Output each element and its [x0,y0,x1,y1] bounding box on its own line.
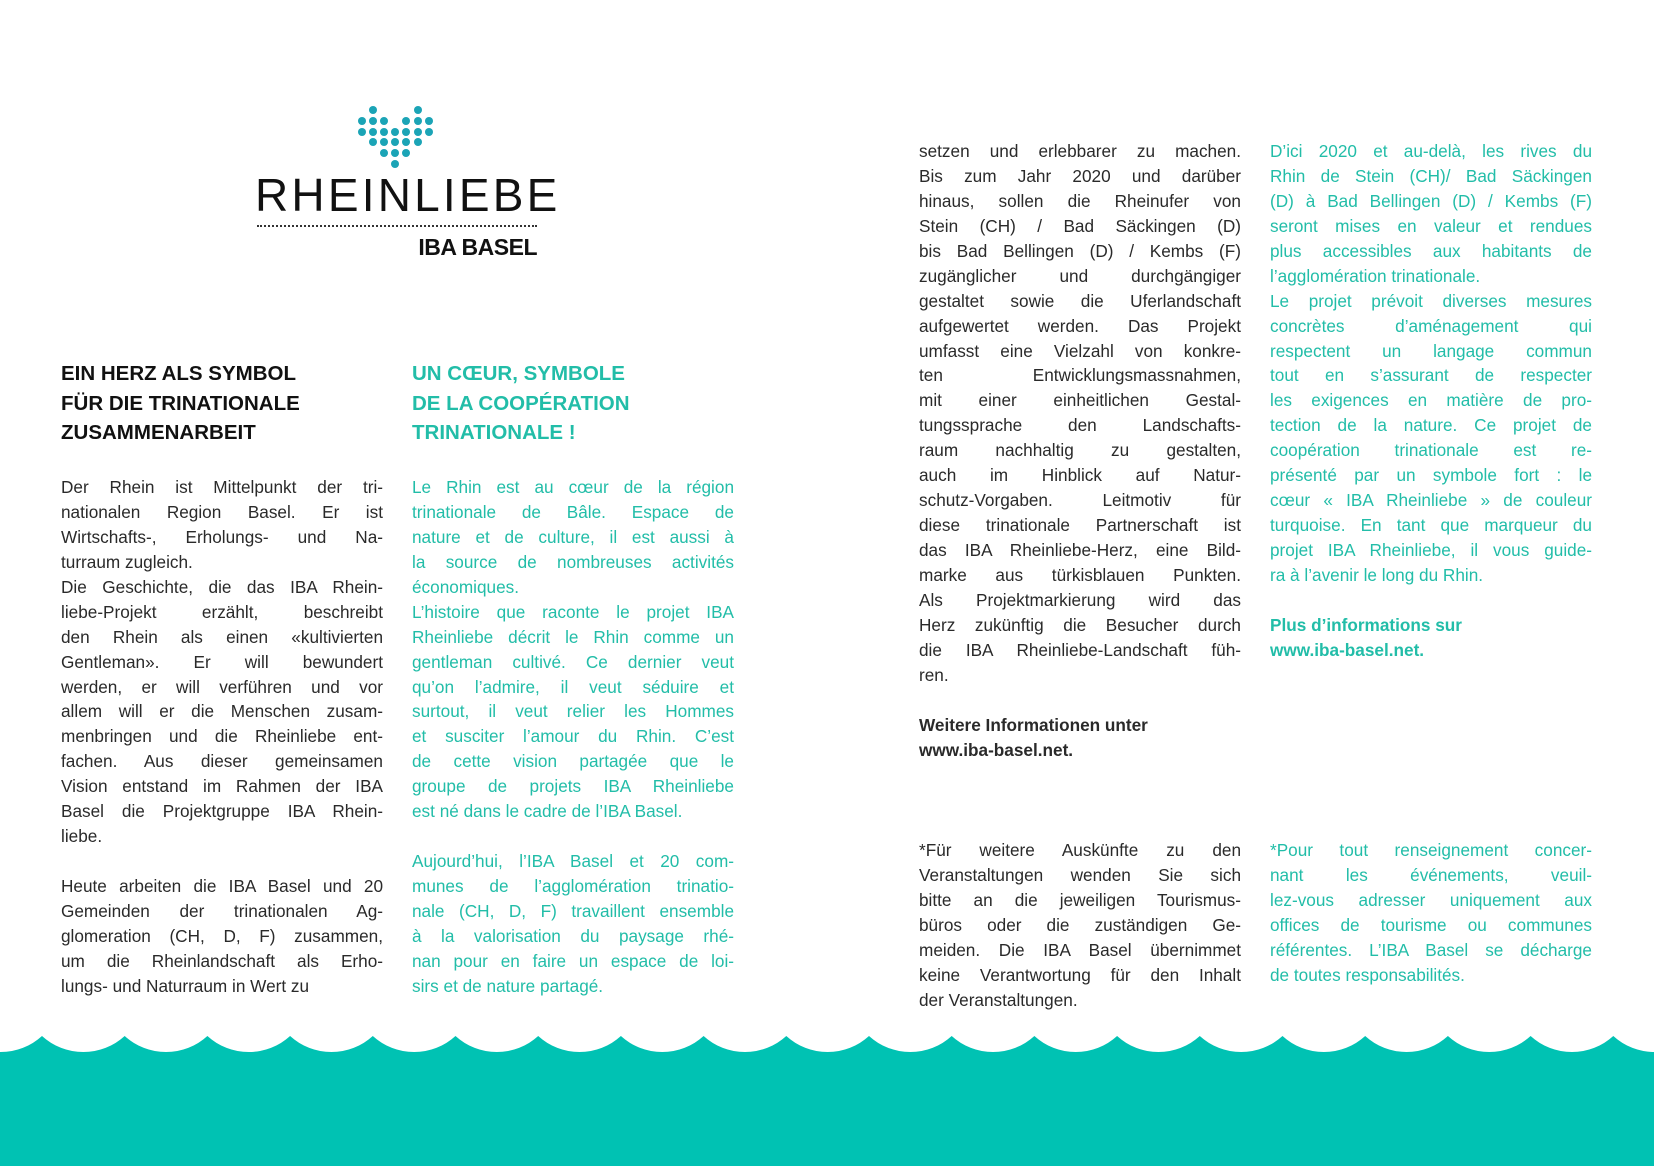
text-line: Aujourd’hui, l’IBA Basel et 20 com- [412,851,734,871]
text-line: cœur « IBA Rheinliebe » de couleur [1270,490,1592,511]
text-line: est né dans le cadre de l’IBA Basel. [412,801,683,822]
text-line: Plus d’informations sur [1270,615,1462,635]
text-line: tungssprache den Landschafts- [919,415,1241,436]
text-line: Vision entstand im Rahmen der IBA [61,776,383,797]
text-line: nationalen Region Basel. Er ist [61,501,383,522]
text-line: turquoise. En tant que marqueur du [1270,515,1592,536]
text-line: Heute arbeiten die IBA Basel und 20 [61,876,383,896]
text-line: nature et de culture, il est aussi à [412,526,734,547]
text-line: Wirtschafts-, Erholungs- und Na- [61,526,383,547]
text-line: setzen und erlebbarer zu machen. [919,141,1241,161]
text-line: www.iba-basel.net. [919,739,1074,760]
text-line: der Veranstaltungen. [919,989,1078,1010]
text-line: keine Verantwortung für den Inhalt [919,964,1241,985]
text-line: Bis zum Jahr 2020 und darüber [919,165,1241,186]
text-line: respectent un langage commun [1270,340,1592,361]
text-line: raum nachhaltig zu gestalten, [919,440,1241,461]
text-line: coopération trinationale est re- [1270,440,1592,461]
text-line: seront mises en valeur et rendues [1270,215,1592,236]
text-line: mit einer einheitlichen Gestal- [919,390,1241,411]
text-line: werden, er will verführen und vor [61,676,383,697]
text-line: trinationale de Bâle. Espace de [412,501,734,522]
text-line: Als Projektmarkierung wird das [919,589,1241,610]
text-line: qu’on l’admire, il veut séduire et [412,676,734,697]
text-line: Le Rhin est au cœur de la région [412,477,734,497]
text-line: diese trinationale Partnerschaft ist [919,515,1241,536]
text-line: glomeration (CH, D, F) zusammen, [61,925,383,946]
text-line: groupe de projets IBA Rheinliebe [412,776,734,797]
text-line: www.iba-basel.net. [1270,639,1425,660]
heading-line: DE LA COOPÉRATION [412,391,630,415]
text-line: Gemeinden der trinationalen Ag- [61,900,383,921]
text-line: *Für weitere Auskünfte zu den [919,840,1241,860]
text-line: ren. [919,664,949,685]
heading-line: EIN HERZ ALS SYMBOL [61,362,296,385]
text-line: surtout, il veut relier les Hommes [412,701,734,722]
text-line: den Rhein als einen «kultivierten [61,626,383,647]
text-line: umfasst eine Vielzahl von konkre- [919,340,1241,361]
heading-line: UN CŒUR, SYMBOLE [412,362,625,385]
text-line: projet IBA Rheinliebe, il vous guide- [1270,540,1592,560]
text-line: bis Bad Bellingen (D) / Kembs (F) [919,240,1241,261]
text-line: concrètes d’aménagement qui [1270,315,1592,336]
text-line: lungs- und Naturraum in Wert zu [61,975,310,996]
text-line: Der Rhein ist Mittelpunkt der tri- [61,477,383,497]
text-line: Gentleman». Er will bewundert [61,651,383,672]
text-line: Stein (CH) / Bad Säckingen (D) [919,215,1241,236]
heading-line: FÜR DIE TRINATIONALE [61,391,300,415]
text-line: Basel die Projektgruppe IBA Rhein- [61,801,383,822]
text-line: nale (CH, D, F) travaillent ensemble [412,900,734,921]
text-line: Weitere Informationen unter [919,715,1148,735]
text-line: nant les événements, veuil- [1270,864,1592,885]
text-line: *Pour tout renseignement concer- [1270,840,1592,860]
text-line: liebe. [61,826,103,847]
text-line: büros oder die zuständigen Ge- [919,914,1241,935]
text-line: aufgewertet werden. Das Projekt [919,315,1241,336]
text-line: bitte an die jeweiligen Tourismus- [919,889,1241,910]
text-line: menbringen und die Rheinliebe ent- [61,726,383,747]
logo-subbrand: IBA BASEL [418,234,537,260]
logo-wordmark: RHEINLIEBE [255,169,561,221]
text-line: l’agglomération trinationale. [1270,265,1481,286]
text-line: meiden. Die IBA Basel übernimmet [919,939,1241,960]
text-line: das IBA Rheinliebe-Herz, eine Bild- [919,540,1241,560]
text-line: liebe-Projekt erzählt, beschreibt [61,601,383,622]
text-line: die IBA Rheinliebe-Landschaft füh- [919,639,1241,660]
text-line: Rhin de Stein (CH)/ Bad Säckingen [1270,165,1592,186]
text-line: économiques. [412,576,520,597]
text-line: ten Entwicklungsmassnahmen, [919,365,1241,386]
text-line: schutz-Vorgaben. Leitmotiv für [919,490,1241,511]
text-line: Herz zukünftig die Besucher durch [919,614,1241,635]
text-line: (D) à Bad Bellingen (D) / Kembs (F) [1270,190,1592,211]
text-line: offices de tourisme ou communes [1270,914,1592,935]
text-line: nan pour en faire un espace de loi- [412,950,734,971]
text-line: plus accessibles aux habitants de [1270,240,1592,261]
text-line: um die Rheinlandschaft als Erho- [61,950,383,971]
text-line: Le projet prévoit diverses mesures [1270,290,1592,311]
text-line: allem will er die Menschen zusam- [61,701,383,722]
text-line: Die Geschichte, die das IBA Rhein- [61,576,383,597]
wave-shape [0,1036,1654,1166]
text-line: gestaltet sowie die Uferlandschaft [919,290,1241,311]
text-line: zugänglicher und durchgängiger [919,265,1241,286]
text-line: référentes. L’IBA Basel se décharge [1270,939,1592,960]
text-line: fachen. Aus dieser gemeinsamen [61,751,383,772]
heading-line: TRINATIONALE ! [412,421,576,445]
text-line: Rheinliebe décrit le Rhin comme un [412,626,734,647]
text-line: Veranstaltungen wenden Sie sich [919,864,1241,885]
text-line: L’histoire que raconte le projet IBA [412,601,734,622]
text-line: la source de nombreuses activités [412,551,734,572]
text-line: hinaus, sollen die Rheinufer von [919,190,1241,211]
text-line: auch im Hinblick auf Natur- [919,465,1241,486]
text-line: gentleman cultivé. Ce dernier veut [412,651,734,672]
text-line: munes de l’agglomération trinatio- [412,875,734,896]
text-line: de cette vision partagée que le [412,751,734,772]
text-line: tout en s’assurant de respecter [1270,365,1592,386]
text-line: lez-vous adresser uniquement aux [1270,889,1592,910]
text-line: à la valorisation du paysage rhé- [412,925,734,946]
text-line: marke aus türkisblauen Punkten. [919,564,1241,585]
heading-line: ZUSAMMENARBEIT [61,421,256,445]
text-line: turraum zugleich. [61,551,193,572]
text-line: D’ici 2020 et au-delà, les rives du [1270,141,1592,161]
text-line: les exigences en matière de pro- [1270,390,1592,411]
text-line: sirs et de nature partagé. [412,975,604,996]
text-line: et susciter l’amour du Rhin. C’est [412,726,734,747]
text-line: de toutes responsabilités. [1270,964,1465,985]
text-line: ra à l’avenir le long du Rhin. [1270,564,1484,585]
text-line: tection de la nature. Ce projet de [1270,415,1592,436]
text-line: présenté par un symbole fort : le [1270,465,1592,486]
